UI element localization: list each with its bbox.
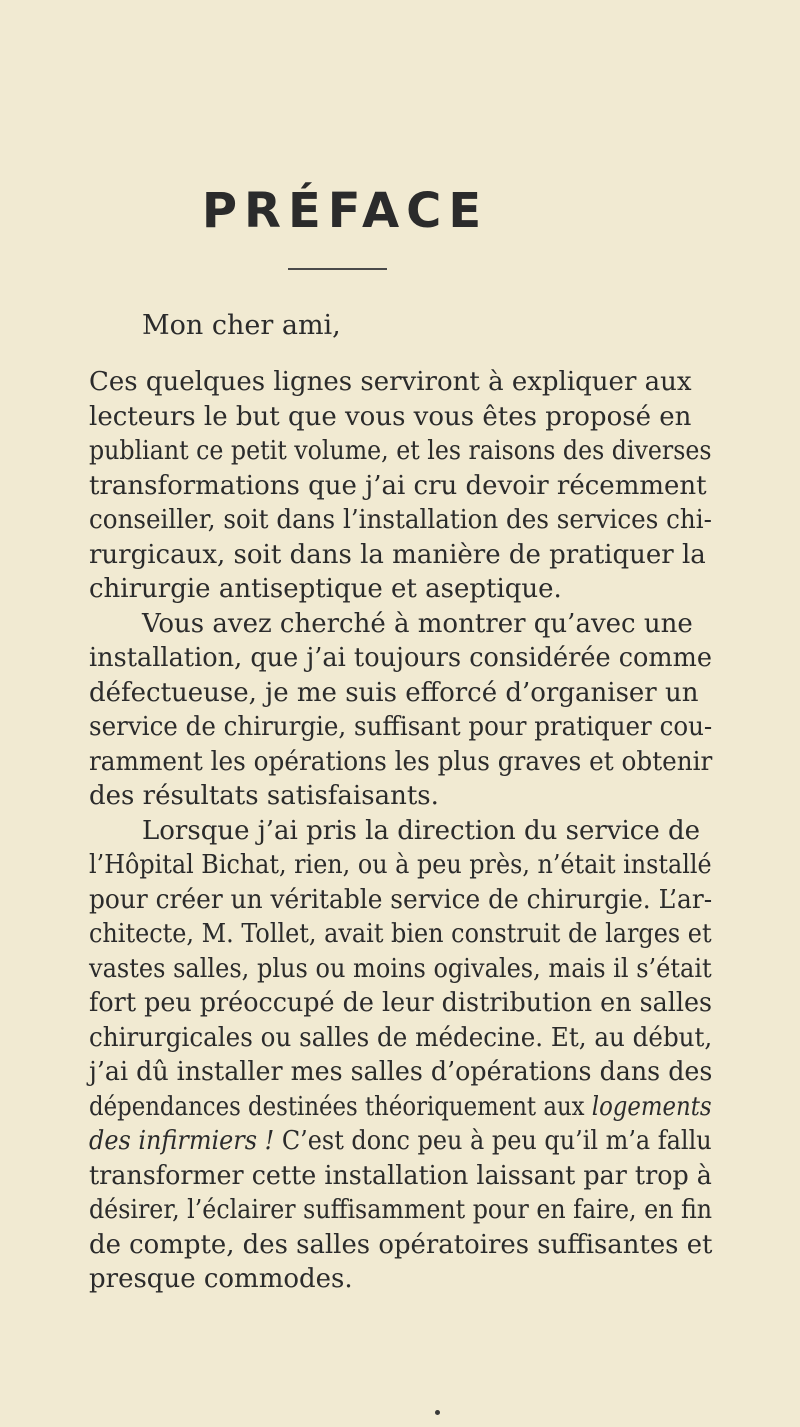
page-title: PRÉFACE [201,183,489,239]
text-line: Ces quelques lignes serviront à expliquer aux [89,367,692,397]
italic-text: des infirmiers ! [89,1126,275,1156]
text-line: conseiller, soit dans l’installation des services chi- [89,505,712,535]
text-line: défectueuse, je me suis efforcé d’organiser un [89,678,699,708]
text-line: j’ai dû installer mes salles d’opérations dans des [89,1057,713,1087]
italic-text: logements [591,1092,712,1122]
text-segment: C’est donc peu à peu qu’il m’a fallu [274,1126,712,1156]
text-line: chirurgicales ou salles de médecine. Et, au début, [89,1023,713,1053]
text-line: transformations que j’ai cru devoir récemment [89,471,707,501]
text-line: service de chirurgie, suffisant pour pratiquer cou- [89,712,713,742]
text-line: chitecte, M. Tollet, avait bien construit de larges et [89,919,712,949]
text-line: fort peu préoccupé de leur distribution en salles [89,988,713,1018]
ink-speck [435,1410,440,1415]
text-line: rurgicaux, soit dans la manière de pratiquer la [89,540,706,570]
text-segment: dépendances destinées théoriquement aux [89,1092,592,1122]
text-line: installation, que j’ai toujours considérée comme [89,643,712,673]
text-line: de compte, des salles opératoires suffisantes et [89,1230,713,1260]
text-line: désirer, l’éclairer suffisamment pour en faire, en fin [89,1195,713,1225]
text-line: chirurgie antiseptique et aseptique. [89,574,562,604]
text-line: Vous avez cherché à montrer qu’avec une [142,609,693,639]
text-line: des résultats satisfaisants. [89,781,439,811]
text-line [89,1126,712,1156]
text-line: l’Hôpital Bichat, rien, ou à peu près, n’était installé [89,850,712,880]
text-line: transformer cette installation laissant par trop à [89,1161,712,1191]
text-line: publiant ce petit volume, et les raisons des diverses [89,436,712,466]
text-line: vastes salles, plus ou moins ogivales, mais il s’était [89,954,712,984]
salutation: Mon cher ami, [142,310,341,341]
text-line [89,1092,712,1122]
text-line: presque commodes. [89,1264,353,1294]
text-line: pour créer un véritable service de chirurgie. L’ar- [89,885,713,915]
text-line: lecteurs le but que vous vous êtes proposé en [89,402,692,432]
text-line: Lorsque j’ai pris la direction du service de [142,816,701,846]
title-rule [288,268,387,270]
text-line: ramment les opérations les plus graves et obtenir [89,747,713,777]
